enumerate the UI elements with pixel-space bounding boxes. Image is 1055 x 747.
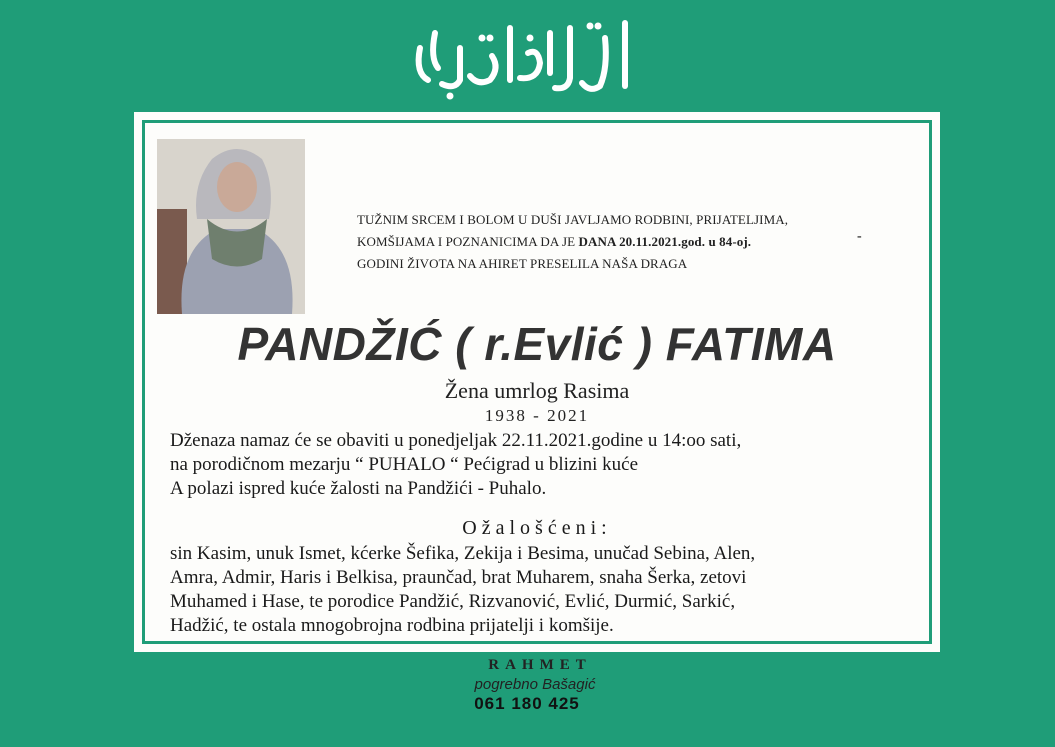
death-date: DANA 20.11.2021.god. u 84-oj.	[578, 234, 752, 249]
mourners-line: Muhamed i Hase, te porodice Pandžić, Rizvanović, Evlić, Durmić, Sarkić,	[170, 591, 736, 612]
mourners-line: Hadžić, te ostala mnogobrojna rodbina prijatelji i komšije.	[170, 615, 614, 636]
funeral-details	[170, 429, 930, 501]
arabic-calligraphy-logo	[400, 8, 660, 103]
footer-company: pogrebno Bašagić	[474, 676, 596, 693]
calligraphy-graphic	[400, 8, 660, 103]
mourners-heading: Ožalošćeni:	[462, 517, 612, 539]
funeral-line: A polazi ispred kuće žalosti na Pandžići - Puhalo.	[170, 478, 547, 499]
mourners-line: sin Kasim, unuk Ismet, kćerke Šefika, Zekija i Besima, unučad Sebina, Alen,	[170, 543, 756, 564]
intro-text	[357, 209, 827, 275]
intro-line: TUŽNIM SRCEM I BOLOM U DUŠI JAVLJAMO RODBINI, PRIJATELJIMA,	[357, 212, 789, 227]
deceased-subtitle: Žena umrlog Rasima	[444, 378, 630, 403]
footer-brand: RAHMET	[488, 657, 592, 673]
intro-line-part: KOMŠIJAMA I POZNANICIMA DA JE	[357, 234, 579, 249]
obituary-card	[134, 112, 940, 652]
footer-phone: 061 180 425	[474, 694, 580, 713]
funeral-line: na porodičnom mezarju “ PUHALO “ Pećigrad u blizini kuće	[170, 454, 638, 475]
intro-line	[357, 231, 827, 253]
intro-line: GODINI ŽIVOTA NA AHIRET PRESELILA NAŠA DRAGA	[357, 256, 688, 271]
mourners-list	[170, 542, 930, 638]
deceased-name: PANDŽIĆ ( r.Evlić ) FATIMA	[237, 318, 837, 370]
deceased-photo	[157, 139, 305, 314]
stray-mark: -	[857, 229, 862, 244]
funeral-line: Dženaza namaz će se obaviti u ponedjeljak 22.11.2021.godine u 14:oo sati,	[170, 430, 742, 451]
mourners-line: Amra, Admir, Haris i Belkisa, praunčad, brat Muharem, snaha Šerka, zetovi	[170, 567, 747, 588]
life-years: 1938 - 2021	[484, 406, 590, 425]
